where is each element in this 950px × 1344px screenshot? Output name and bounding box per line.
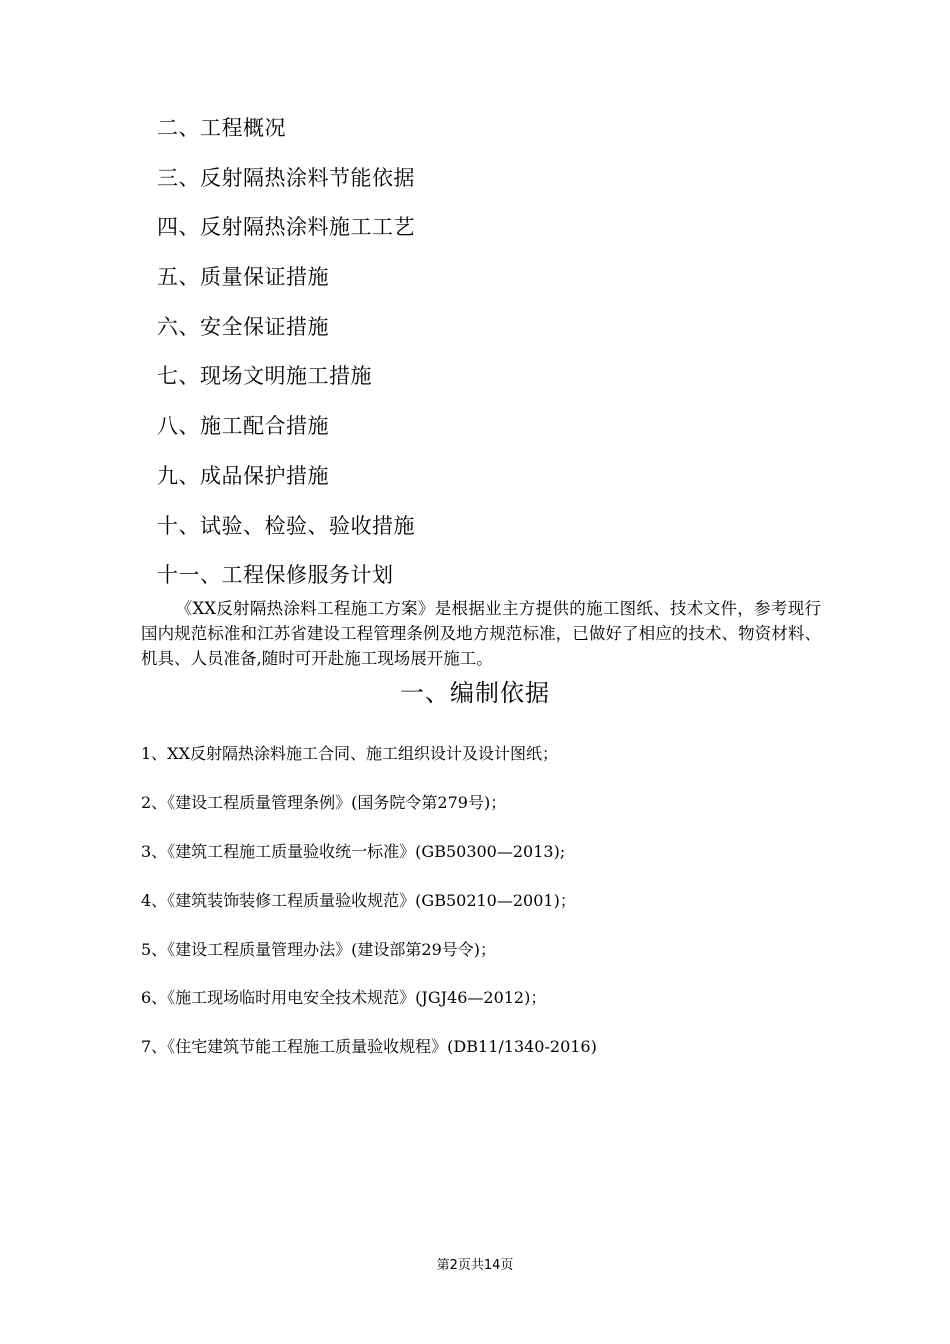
- intro-paragraph: 《XX反射隔热涂料工程施工方案》是根据业主方提供的施工图纸、技术文件，参考现行国内规范标准和江苏省建设工程管理条例及地方规范标准，已做好了相应的技术、物资材料、机具、人员准备,随时可开赴施工现场展开施工。: [141, 599, 821, 668]
- toc-item: 七、现场文明施工措施: [157, 364, 372, 389]
- basis-item: 5、《建设工程质量管理办法》(建设部第29号令)；: [141, 939, 497, 959]
- basis-item: 7、《住宅建筑节能工程施工质量验收规程》(DB11/1340-2016): [141, 1037, 597, 1057]
- basis-item: 6、《施工现场临时用电安全技术规范》(JGJ46—2012)；: [141, 988, 547, 1008]
- basis-item: 1、XX反射隔热涂料施工合同、施工组织设计及设计图纸；: [141, 744, 558, 763]
- section-heading: 一、编制依据: [400, 679, 550, 707]
- toc-item: 四、反射隔热涂料施工工艺: [157, 215, 415, 240]
- page-number-footer: 第2页共14页: [436, 1258, 514, 1273]
- toc-item: 十、试验、检验、验收措施: [157, 513, 415, 538]
- toc-item: 九、成品保护措施: [157, 463, 329, 488]
- basis-item: 4、《建筑装饰装修工程质量验收规范》(GB50210—2001)；: [141, 890, 576, 910]
- basis-list: [141, 730, 841, 1072]
- toc-item: 十一、工程保修服务计划: [157, 563, 394, 588]
- basis-item: 2、《建设工程质量管理条例》(国务院令第279号)；: [141, 792, 507, 812]
- intro-paragraph-block: [141, 596, 821, 671]
- toc-item: 五、质量保证措施: [157, 265, 329, 290]
- table-of-contents: [157, 104, 837, 601]
- toc-item: 六、安全保证措施: [157, 314, 329, 339]
- basis-item: 3、《建筑工程施工质量验收统一标准》(GB50300—2013);: [141, 841, 566, 861]
- toc-item: 八、施工配合措施: [157, 414, 329, 439]
- toc-item: 二、工程概况: [157, 116, 286, 140]
- toc-item: 三、反射隔热涂料节能依据: [157, 165, 415, 190]
